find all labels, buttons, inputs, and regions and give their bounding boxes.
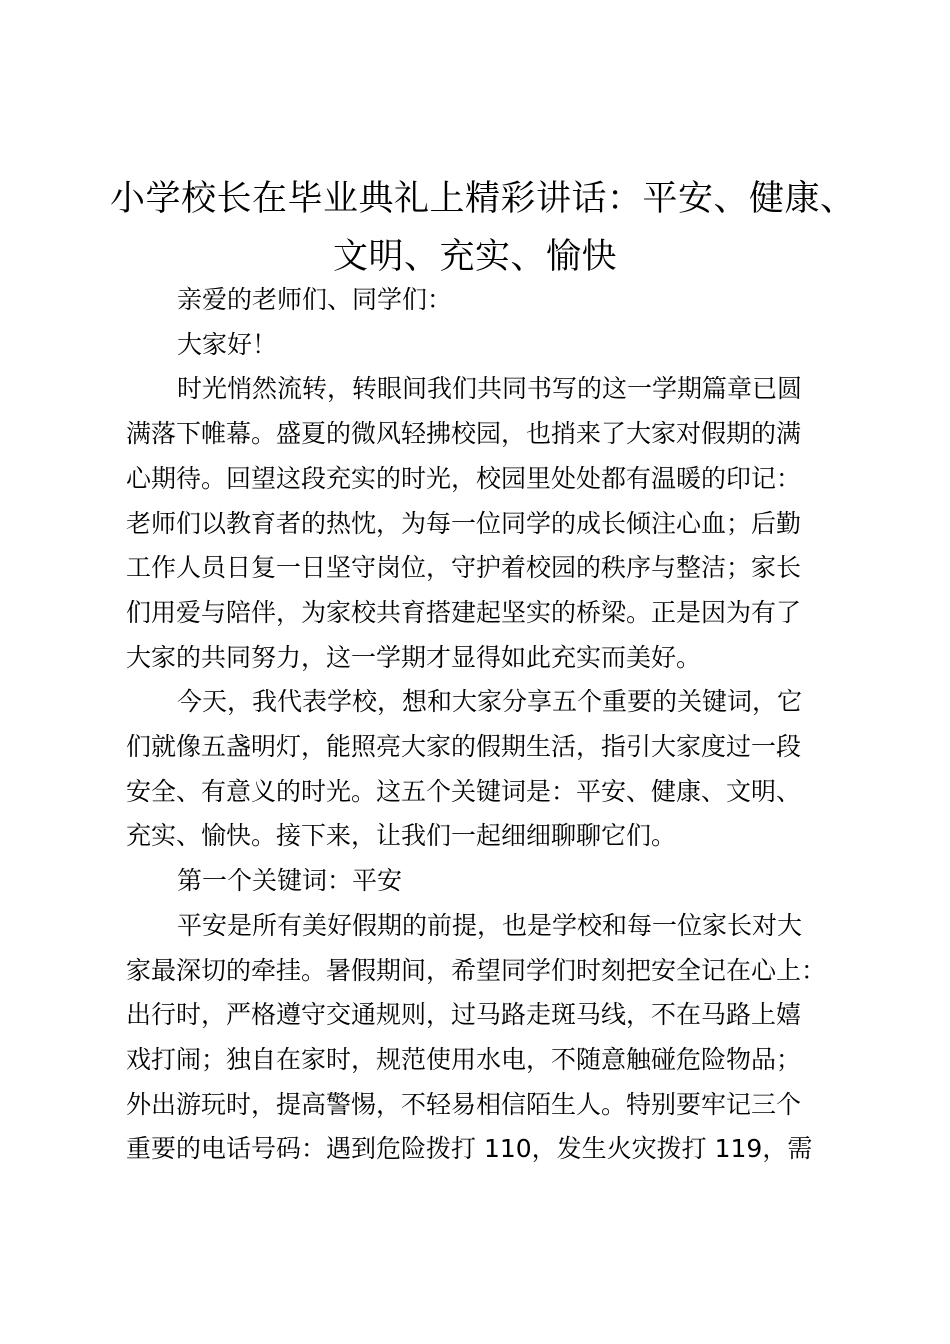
paragraph-line: 今天，我代表学校，想和大家分享五个重要的关键词，它 (177, 687, 803, 717)
salutation-line: 大家好！ (177, 329, 278, 359)
paragraph-line: 外出游玩时，提高警惕，不轻易相信陌生人。特别要牢记三个 (126, 1089, 802, 1119)
paragraph-line: 平安是所有美好假期的前提，也是学校和每一位家长对大 (177, 910, 803, 940)
paragraph-line: 们就像五盏明灯，能照亮大家的假期生活，指引大家度过一段 (126, 732, 802, 762)
paragraph-line: 家最深切的牵挂。暑假期间，希望同学们时刻把安全记在心上： (126, 955, 827, 985)
paragraph-line: 时光悄然流转，转眼间我们共同书写的这一学期篇章已圆 (177, 374, 803, 404)
paragraph-line: 心期待。回望这段充实的时光，校园里处处都有温暖的印记： (126, 463, 802, 493)
paragraph-line: 们用爱与陪伴，为家校共育搭建起坚实的桥梁。正是因为有了 (126, 597, 802, 627)
document-title (110, 170, 856, 286)
section-heading: 第一个关键词：平安 (177, 866, 403, 896)
paragraph-line: 出行时，严格遵守交通规则，过马路走斑马线，不在马路上嬉 (126, 1000, 802, 1030)
document-body (126, 278, 842, 1172)
greeting-line: 亲爱的老师们、同学们： (177, 285, 453, 314)
title-line-2: 文明、充实、愉快 (332, 237, 617, 277)
paragraph-line: 重要的电话号码：遇到危险拨打 110，发生火灾拨打 119，需 (126, 1134, 813, 1164)
paragraph-line: 安全、有意义的时光。这五个关键词是：平安、健康、文明、 (126, 776, 802, 806)
paragraph-line: 充实、愉快。接下来，让我们一起细细聊聊它们。 (126, 821, 677, 851)
paragraph-line: 老师们以教育者的热忱，为每一位同学的成长倾注心血；后勤 (126, 508, 802, 538)
paragraph-line: 满落下帷幕。盛夏的微风轻拂校园，也捎来了大家对假期的满 (126, 419, 802, 449)
paragraph-line: 大家的共同努力，这一学期才显得如此充实而美好。 (126, 642, 702, 672)
paragraph-line: 戏打闹；独自在家时，规范使用水电，不随意触碰危险物品； (126, 1044, 802, 1074)
paragraph-line: 工作人员日复一日坚守岗位，守护着校园的秩序与整洁；家长 (126, 553, 802, 583)
title-line-1: 小学校长在毕业典礼上精彩讲话：平安、健康、 (110, 179, 856, 219)
